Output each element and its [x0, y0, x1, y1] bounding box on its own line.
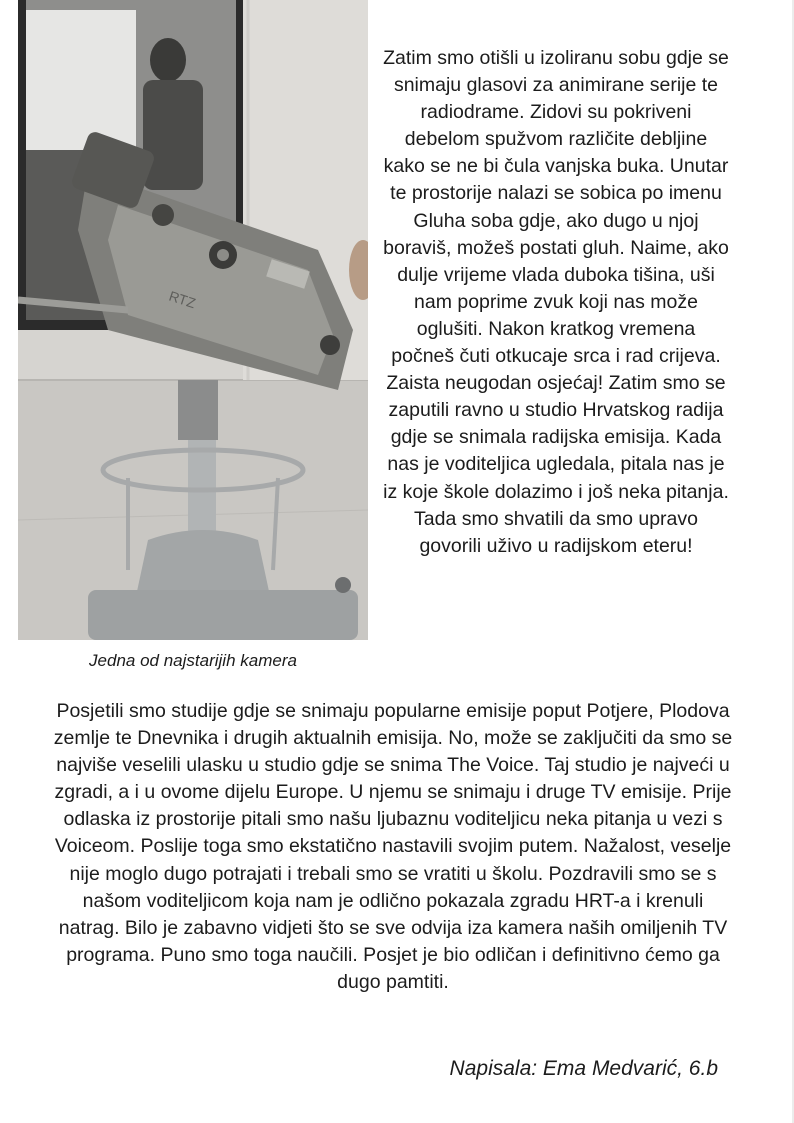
vintage-tv-camera-photo [18, 0, 368, 640]
svg-text:RTZ: RTZ [167, 287, 198, 312]
camera-photo-illustration [18, 0, 368, 640]
main-paragraph: Posjetili smo studije gdje se snimaju popularne emisije poput Potjere, Plodova zemlje te Dnevnika i drugih aktualnih emisija. No, može se zaključiti da smo se najviše veselili ulasku u studio gdje se snima The Voice. Taj studio je najveći u zgradi, a i u ovome dijelu Europe. U njemu se snimaju i druge TV emisije. Prije odlaska iz prostorije pitali smo našu ljubaznu voditeljicu neka pitanja u vezi s Voiceom. Poslije toga smo ekstatično nastavili svojim putem. Nažalost, veselje nije moglo dugo potrajati i trebali smo se vratiti u školu. Pozdravili smo se s našom voditeljicom koja nam je odlično pokazala zgradu HRT-a i krenuli natrag. Bilo je zabavno vidjeti što se sve odvija iza kamera naših omiljenih TV programa. Puno smo toga naučili. Posjet je bio odličan i definitivno ćemo ga dugo pamtiti. [53, 700, 733, 993]
side-paragraph: Zatim smo otišli u izoliranu sobu gdje se snimaju glasovi za animirane serije te radiodrame. Zidovi su pokriveni debelom spužvom različite debljine kako se ne bi čula vanjska buka. Unutar te prostorije nalazi se sobica po imenu Gluha soba gdje, ako dugo u njoj boraviš, možeš postati gluh. Naime, ako dulje vrijeme vlada duboka tišina, uši nam poprime zvuk koji nas može oglušiti. Nakon kratkog vremena počneš čuti otkucaje srca i rad crijeva. Zaista neugodan osjećaj! Zatim smo se zaputili ravno u studio Hrvatskog radija gdje se snimala radijska emisija. Kada nas je voditeljica ugledala, pitala nas je iz koje škole dolazimo i još neka pitanja. Tada smo shvatili da smo upravo govorili uživo u radijskom eteru! [383, 47, 729, 557]
author-signature: Napisala: Ema Medvarić, 6.b [449, 1057, 718, 1080]
photo-caption: Jedna od najstarijih kamera [89, 651, 297, 670]
